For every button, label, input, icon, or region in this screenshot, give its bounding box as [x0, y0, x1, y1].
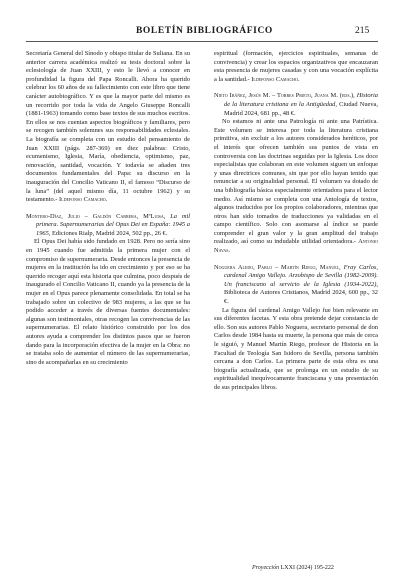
book-publication: , Biblioteca de Autores Cristianos, Madrid 2024, 600 pp., 32 €. — [224, 280, 378, 306]
book-title: Fray Carlos, cardenal Amigo Vallejo. Arzobispo de Sevilla (1982-2009). Un franciscano al servicio de la Iglesia (1934-2022) — [224, 263, 378, 288]
reviewer-signature: Ildefonso Camacho. — [59, 196, 108, 204]
review-paragraph: Secretaría General del Sínodo y obispo titular de Suliana. En su anterior carrera académica realizó su tesis doctoral sobre la eclesiología de Juan XXIII, y esto le llevó a conocer en profundidad la figura del Papa Roncalli. Ahora ha querido celebrar los 60 años de su fallecimiento con este libro que tiene carácter autobiográfico. Y es que la mayor parte del mismo es un recorrido por toda la vida de Angelo Giuseppe Roncalli (1881-1963) tomando como base textos de sus muchos escritos. En ellos se nos cuentan aspectos biográficos y familiares, pero se recogen también solemnes sus responsabilidades eclesiales. La biografía se completa con un estudio del pensamiento de Juan XXIII (págs. 287-369) en diez palabras: Cristo, ecumenismo, Iglesia, María, obediencia, optimismo, paz, renovación, santidad, vocación. Y todavía se añaden tres documentos fundamentales del Papa: su discurso en la inauguración del Concilio Vaticano II, el famoso “Discurso de la luna” (del aquel mismo día, 11 octubre 1962) y su testamento.- Ildefonso Camacho. — [26, 50, 190, 204]
review-paragraph: La figura del cardenal Amigo Vallejo fue bien relevante en sus diferentes facetas. Y esta obra pretende dejar constancia de ello. Son sus autores Pablo Noguera, secretario personal de don Carlos desde 1984 hasta su muerte, la persona que más de cerca le siguió, y Manuel Martín Riego, profesor de Historia en la Facultad de Teología San Isidoro de Sevilla, persona también cercana a don Carlos. La primera parte de esta obra es una biografía actualizada, que se prolonga en un estudio de su espiritualidad inequívocamente franciscana y una presentación de sus principales libros. — [214, 306, 378, 391]
section-title: BOLETÍN BIBLIOGRÁFICO — [136, 26, 273, 36]
book-title: Historia de la literatura cristiana en la Antigüedad — [224, 92, 378, 108]
book-entry — [214, 92, 378, 118]
book-authors: Nieto Ibáñez, Jesús M. – Torres Prieto, Juana M. (eds.), — [214, 92, 357, 100]
right-column — [214, 50, 378, 393]
book-entry — [214, 264, 378, 307]
journal-issue: LXXI (2024) 195-222 — [279, 565, 334, 571]
book-publication: , Ediciones Rialp, Madrid 2024, 502 pp., 26 €. — [48, 229, 168, 237]
reviewer-signature: Ildefonso Camacho. — [251, 75, 300, 83]
book-entry — [26, 213, 190, 239]
review-paragraph: espiritual (formación, ejercicios espirituales, semanas de convivencia) y crear los espacios organizativos que encauzaran esta presencia de mujeres casadas y con una vocación explícita a la santidad.- Ildefonso Camacho. — [214, 50, 378, 83]
book-authors: Noguera Aledo, Pablo – Martín Riego, Manuel, — [214, 263, 344, 271]
review-paragraph: El Opus Dei había sido fundado en 1928. Pero no sería sino en 1945 cuando fue admitida la primera mujer con el compromiso de supernumeraria. Desde entonces la presencia de mujeres en la institución ha ido en crecimiento y por eso se ha querido recoger aquí esta historia que culmina, poco después de inaugurado el Concilio Vaticano II, cuando ya la presencia de la mujer en el Opus parece plenamente consolidada. En total se ha trabajado sobre un colectivo de 983 mujeres, a las que se ha podido acceder a través de diversas fuentes documentales: algunas son testimoniales, otras recogen las convivencias de las supernumerarias. El relato histórico construido por los dos autores ayuda a comprender los distintos pasos que se fueron dando para la incorporación efectiva de la mujer en la Obra: no se trataba solo de aumentar el número de las supernumerarias, sino de acompañarlas en su crecimiento — [26, 238, 190, 366]
book-publication: , Ciudad Nueva, Madrid 2024, 681 pp., 48 €. — [224, 100, 378, 117]
left-column — [26, 50, 190, 367]
page-footer — [252, 565, 334, 571]
page-number: 215 — [355, 26, 370, 36]
review-paragraph: No estamos ni ante una Patrología ni ante una Patrística. Este volumen se interesa por toda la literatura cristiana primitiva, sin excluir a los autores considerados heréticos, por el interés que ofrecen también sus puntos de vista en controversia con las doctrinas seguidas por la Iglesia. Los doce especialistas que colaboran en este volumen siguen un enfoque y unas directrices comunes, sin que por ello hayan tenido que renunciar a su originalidad personal. El volumen va dotado de una bibliografía básica especialmente orientadora para el lector medio. Así mismo se completa con una Antología de textos, algunos traducidos por los propios colaboradores, mientras que otros han sido tomados de traducciones ya validadas en el campo científico. Solo con asomarse al índice se puede comprender el gran valor y la gran amplitud del trabajo realizado, así como su indudable utilidad orientadora.- Antonio Navas. — [214, 118, 378, 255]
journal-name: Proyección — [252, 565, 280, 571]
reviewer-signature: Antonio Navas. — [214, 238, 378, 255]
book-title: La mil primera. Supernumerarias del Opus Dei en España: 1945 a 1965 — [36, 212, 190, 237]
book-authors: Montero-Díaz, Julio – Galdón Cabrera, MªLuisa, — [26, 212, 171, 220]
header-rule — [26, 41, 378, 42]
